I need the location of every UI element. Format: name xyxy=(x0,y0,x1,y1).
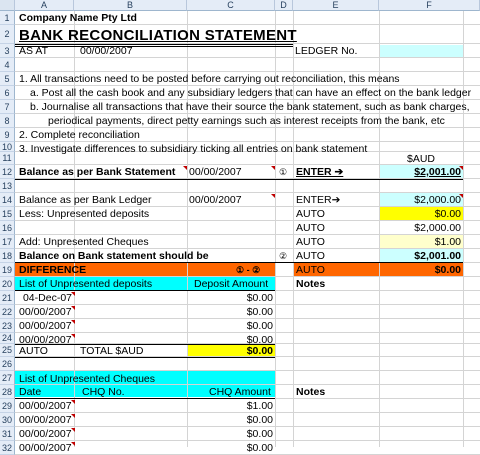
row-header[interactable]: 28 xyxy=(0,385,15,399)
deposit-amount[interactable]: $0.00 xyxy=(246,292,273,304)
cheques-list-header: List of Unpresented Cheques xyxy=(19,373,156,385)
row-header[interactable]: 29 xyxy=(0,399,15,413)
row-header[interactable]: 12 xyxy=(0,165,15,179)
cheque-date[interactable]: 00/00/2007 xyxy=(19,428,72,440)
ledger-number-label: LEDGER No. xyxy=(295,45,358,57)
row-header[interactable]: 6 xyxy=(0,86,15,100)
deposit-date[interactable]: 00/00/2007 xyxy=(19,320,72,332)
marker-one: ① xyxy=(279,167,288,177)
row-header[interactable]: 1 xyxy=(0,11,15,25)
instruction-line: 1. All transactions need to be posted before carrying out reconciliation, this means xyxy=(19,73,400,85)
page-title: BANK RECONCILIATION STATEMENT xyxy=(19,27,297,44)
add-cheques-label: Add: Unpresented Cheques xyxy=(19,236,149,248)
instruction-line: 3. Investigate differences to subsidiary ticking all entries on bank statement xyxy=(19,143,368,155)
bank-statement-balance[interactable]: $2,001.00 xyxy=(414,166,461,178)
column-header-a[interactable]: A xyxy=(15,0,74,11)
row-header[interactable]: 16 xyxy=(0,221,15,235)
instruction-line: b. Journalise all transactions that have their source the bank statement, such as bank charges, xyxy=(30,101,470,113)
marker-two: ② xyxy=(279,251,288,261)
deposit-date[interactable]: 00/00/2007 xyxy=(19,306,72,318)
difference-markers: ① - ② xyxy=(236,265,261,275)
row-header[interactable]: 25 xyxy=(0,344,15,357)
cheque-date[interactable]: 00/00/2007 xyxy=(19,442,72,454)
row-header[interactable]: 2 xyxy=(0,25,15,44)
row-header[interactable]: 15 xyxy=(0,207,15,221)
auto-label: AUTO xyxy=(296,236,325,248)
difference-label: DIFFERENCE xyxy=(19,264,87,276)
row-header[interactable]: 10 xyxy=(0,142,15,152)
auto-label: AUTO xyxy=(296,250,325,262)
deposits-total-label: TOTAL $AUD xyxy=(80,345,144,357)
instruction-line: periodical payments, direct petty earnings such as interest receipts from the bank, etc xyxy=(48,115,445,127)
deposit-amount-header: Deposit Amount xyxy=(194,278,269,290)
difference-value: $0.00 xyxy=(434,264,461,276)
instruction-line: a. Post all the cash book and any subsidiary ledgers that can have an effect on the bank ledger xyxy=(30,87,472,99)
row-header[interactable]: 14 xyxy=(0,193,15,207)
cheque-amount-header: CHQ Amount xyxy=(209,386,271,398)
row-header[interactable]: 19 xyxy=(0,263,15,277)
row-header[interactable]: 3 xyxy=(0,44,15,58)
cheque-date-header: Date xyxy=(19,386,42,398)
row-header[interactable]: 22 xyxy=(0,305,15,319)
should-be-label: Balance on Bank statement should be xyxy=(19,250,209,262)
less-deposits-label: Less: Unpresented deposits xyxy=(19,208,150,220)
column-header-b[interactable]: B xyxy=(74,0,187,11)
cheque-amount[interactable]: $0.00 xyxy=(246,442,273,454)
row-header[interactable]: 24 xyxy=(0,333,15,344)
cheques-notes-header: Notes xyxy=(296,386,326,398)
row-header[interactable]: 4 xyxy=(0,58,15,72)
company-name: Company Name Pty Ltd xyxy=(19,12,137,24)
deposit-amount[interactable]: $0.00 xyxy=(246,334,273,346)
cheque-number-header: CHQ No. xyxy=(82,386,125,398)
column-header-e[interactable]: E xyxy=(293,0,379,11)
as-at-date[interactable]: 00/00/2007 xyxy=(80,45,133,57)
unpresented-deposits-total: $0.00 xyxy=(434,208,461,220)
row-header[interactable]: 23 xyxy=(0,319,15,333)
row-header[interactable]: 7 xyxy=(0,100,15,114)
auto-label: AUTO xyxy=(296,222,325,234)
row-header[interactable]: 31 xyxy=(0,427,15,441)
as-at-label: AS AT xyxy=(19,45,48,57)
currency-header: $AUD xyxy=(407,153,436,165)
cheque-date[interactable]: 00/00/2007 xyxy=(19,400,72,412)
row-header[interactable]: 32 xyxy=(0,441,15,455)
auto-label: AUTO xyxy=(296,264,325,276)
row-header[interactable]: 9 xyxy=(0,128,15,142)
row-header[interactable]: 27 xyxy=(0,371,15,385)
auto-label: AUTO xyxy=(19,345,48,357)
column-header-f[interactable]: F xyxy=(379,0,480,11)
bank-ledger-label: Balance as per Bank Ledger xyxy=(19,194,152,206)
enter-arrow-label: ENTER➔ xyxy=(296,194,341,206)
bank-statement-date[interactable]: 00/00/2007 xyxy=(189,166,242,178)
cheque-amount[interactable]: $0.00 xyxy=(246,414,273,426)
deposits-notes-header: Notes xyxy=(296,278,326,290)
row-header[interactable]: 5 xyxy=(0,72,15,86)
row-header[interactable]: 26 xyxy=(0,357,15,371)
deposit-amount[interactable]: $0.00 xyxy=(246,306,273,318)
column-header-d[interactable]: D xyxy=(275,0,293,11)
enter-arrow-label: ENTER ➔ xyxy=(296,166,344,178)
deposits-total-value: $0.00 xyxy=(246,345,273,357)
deposit-amount[interactable]: $0.00 xyxy=(246,320,273,332)
select-all-corner[interactable] xyxy=(0,0,15,11)
column-header-c[interactable]: C xyxy=(187,0,275,11)
row-header[interactable]: 21 xyxy=(0,291,15,305)
row-header[interactable]: 11 xyxy=(0,152,15,165)
subtotal-value: $2,000.00 xyxy=(414,222,461,234)
cheque-date[interactable]: 00/00/2007 xyxy=(19,414,72,426)
deposit-date[interactable]: 04-Dec-07 xyxy=(22,292,72,304)
row-header[interactable]: 30 xyxy=(0,413,15,427)
unpresented-cheques-total: $1.00 xyxy=(434,236,461,248)
cheque-amount[interactable]: $0.00 xyxy=(246,428,273,440)
bank-ledger-date[interactable]: 00/00/2007 xyxy=(189,194,242,206)
instruction-line: 2. Complete reconciliation xyxy=(19,129,140,141)
should-be-value: $2,001.00 xyxy=(414,250,461,262)
deposit-date[interactable]: 00/00/2007 xyxy=(19,334,72,346)
deposits-list-header: List of Unpresented deposits xyxy=(19,278,153,290)
cheque-amount[interactable]: $1.00 xyxy=(246,400,273,412)
row-header[interactable]: 17 xyxy=(0,235,15,249)
bank-ledger-balance[interactable]: $2,000.00 xyxy=(414,194,461,206)
row-header[interactable]: 18 xyxy=(0,249,15,263)
bank-statement-label: Balance as per Bank Statement xyxy=(19,166,176,178)
row-header[interactable]: 13 xyxy=(0,179,15,193)
row-header[interactable]: 20 xyxy=(0,277,15,291)
auto-label: AUTO xyxy=(296,208,325,220)
row-header[interactable]: 8 xyxy=(0,114,15,128)
